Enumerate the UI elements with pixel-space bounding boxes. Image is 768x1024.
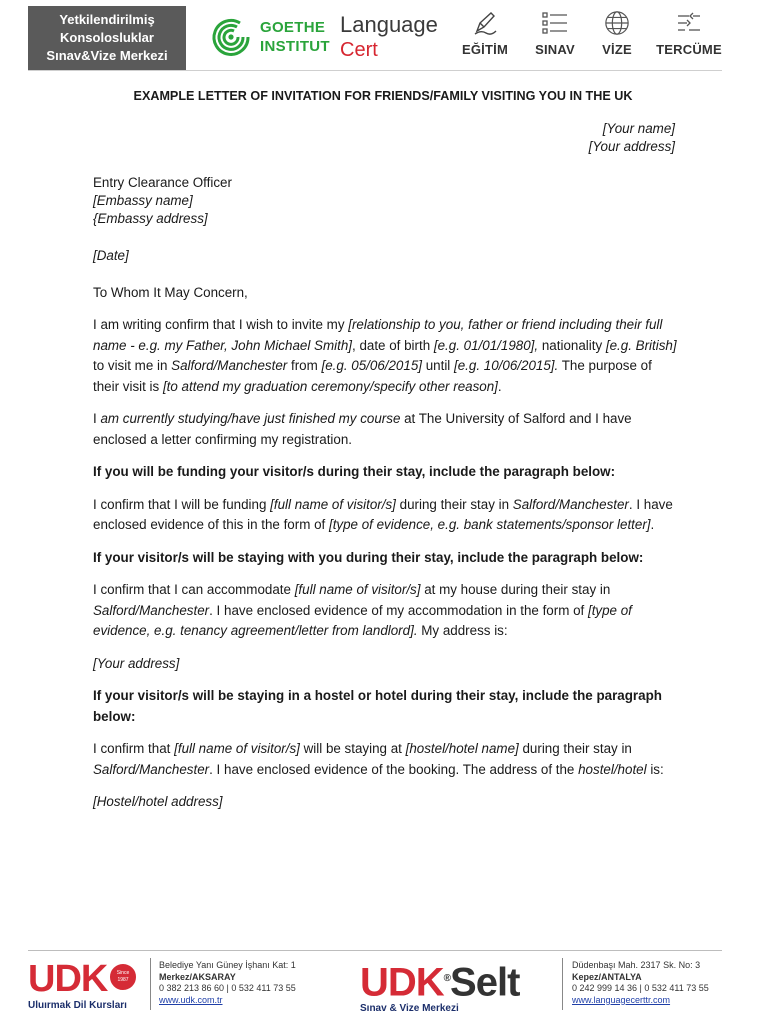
text: . [497,378,502,394]
sender-name: [Your name] [602,121,675,136]
nav-tercume[interactable] [654,10,724,66]
right-phone: 0 242 999 14 36 | 0 532 411 73 55 [572,983,709,993]
salutation: To Whom It May Concern, [93,284,248,300]
nav-egitim[interactable] [450,10,520,66]
placeholder-evidence: [type of evidence, e.g. bank statements/sponsor letter] [328,517,651,532]
pen-icon [472,10,498,36]
paragraph-staying [93,580,677,642]
text: during their stay in [518,741,632,756]
text: to visit me in [93,358,172,373]
placeholder-hotel-name: [hostel/hotel name] [405,741,519,756]
header-divider [28,70,722,71]
text: . I have enclosed evidence of the booking. The address of the [209,761,579,777]
udk-wordmark: UDK [28,958,108,1000]
placeholder-until-date: [e.g. 10/06/2015]. [454,358,559,373]
text: I am writing confirm that I wish to invite my [93,317,349,332]
text: . [650,517,655,532]
udk-seal-line-1: Since [116,970,130,976]
left-phone: 0 382 213 86 60 | 0 532 411 73 55 [159,983,296,993]
nav-egitim-label: EĞİTİM [462,42,508,57]
udk-selt-dark-word: Selt [450,960,520,1005]
text: I confirm that [93,741,175,756]
text: will be staying at [299,741,406,756]
text: The purpose of their visit is [93,358,652,394]
goethe-line-2: INSTITUT [260,38,330,55]
language-cert-line-2: Cert [340,39,378,61]
udk-seal-icon [108,962,138,992]
placeholder-purpose: [to attend my graduation ceremony/specify other reason] [162,378,498,394]
text: during their stay in [395,496,513,512]
placeholder-hostel-address: [Hostel/hotel address] [93,794,223,809]
paragraph-hostel [93,739,677,780]
goethe-institut-logo[interactable] [210,16,330,58]
text: My address is: [417,623,508,638]
text: , date of birth [352,337,434,353]
brand-line-1: Yetkilendirilmiş [59,12,155,27]
placeholder-from-date: [e.g. 05/06/2015] [321,358,422,373]
recipient-block [93,174,677,228]
nav-vize[interactable] [582,10,652,66]
heading-funding: If you will be funding your visitor/s during their stay, include the paragraph below: [93,464,616,479]
globe-icon [603,10,631,36]
placeholder-nationality: [e.g. British] [605,337,677,353]
list-icon [541,10,569,36]
heading-hostel: If your visitor/s will be staying in a hostel or hotel during their stay, include the paragraph below: [93,688,662,724]
placeholder-course-status: am currently studying/have just finished my course [100,411,401,426]
footer-separator [562,958,563,1010]
placeholder-your-address: [Your address] [93,655,180,671]
recipient-embassy-name: [Embassy name] [93,193,193,208]
placeholder-city: Salford/Manchester [93,602,210,618]
language-cert-logo[interactable] [340,12,450,62]
text: until [422,358,455,373]
udk-selt-subtitle: Sınav & Vize Merkezi [360,1003,459,1015]
placeholder-city: Salford/Manchester [171,358,288,373]
heading-staying: If your visitor/s will be staying with you during their stay, include the paragraph below: [93,549,644,565]
udk-logo[interactable] [28,958,138,1020]
paragraph-invitation [93,315,677,397]
udk-selt-red-word: UDK [360,960,444,1005]
recipient-embassy-address: {Embassy address] [93,211,208,226]
recipient-officer: Entry Clearance Officer [93,175,232,190]
nav-tercume-label: TERCÜME [656,42,722,57]
goethe-line-1: GOETHE [260,19,326,36]
placeholder-visitor-name: [full name of visitor/s] [270,496,396,512]
brand-line-2: Konsolosluklar [60,30,154,45]
nav-vize-label: VİZE [602,42,632,57]
nav-sinav-label: SINAV [535,42,575,57]
registered-mark: ® [443,973,451,984]
sender-address: [Your address] [588,139,675,154]
letter-body [93,86,677,813]
placeholder-hostel-hotel: hostel/hotel [578,761,647,777]
text: at The University of Salford and I have enclosed a letter confirming my registration. [93,411,632,447]
udk-subtitle: Uluırmak Dil Kursları [28,1000,127,1011]
placeholder-visitor-name: [full name of visitor/s] [174,741,300,756]
placeholder-visitor-name: [full name of visitor/s] [294,582,421,597]
site-header [0,0,768,80]
letter-title: EXAMPLE LETTER OF INVITATION FOR FRIENDS/FAMILY VISITING YOU IN THE UK [133,89,633,103]
text: . I have enclosed evidence of this in the form of [93,496,673,532]
language-cert-line-1: Language [340,12,438,37]
placeholder-relationship: [relationship to you, father or friend including their full name - e.g. my Father, John Michael Smith] [93,317,663,353]
left-address-line-2: Merkez/AKSARAY [159,971,236,982]
goethe-arc-icon [210,16,254,58]
text: at my house during their stay in [420,582,611,597]
text: . I have enclosed evidence of my accommodation in the form of [209,602,588,618]
text: I confirm that I will be funding [93,496,271,512]
translate-icon [675,10,703,36]
right-website-link[interactable]: www.languagecerttr.com [572,994,671,1005]
left-website-link[interactable]: www.udk.com.tr [159,994,223,1005]
nav-sinav[interactable] [520,10,590,66]
udk-seal-line-2: 1987 [117,977,129,983]
left-address [159,960,296,1006]
left-address-line-1: Belediye Yanı Güney İşhanı Kat: 1 [159,960,296,970]
brand-logo-box[interactable] [28,6,186,70]
udk-selt-logo[interactable] [360,958,550,1020]
paragraph-funding [93,495,677,536]
brand-line-3: Sınav&Vize Merkezi [46,48,168,63]
text: I [93,411,101,426]
footer-separator [150,958,151,1010]
placeholder-city: Salford/Manchester [93,761,210,777]
placeholder-dob: [e.g. 01/01/1980], [433,337,539,353]
text: from [287,358,322,373]
paragraph-studying [93,409,677,450]
placeholder-evidence: [type of evidence, e.g. tenancy agreement/letter from landlord]. [93,602,632,638]
letter-date: [Date] [93,248,129,263]
text: I confirm that I can accommodate [93,582,295,597]
right-address [572,960,709,1006]
placeholder-city: Salford/Manchester [512,496,629,512]
right-address-line-2: Kepez/ANTALYA [572,971,642,982]
footer-divider [28,950,722,951]
site-footer [0,944,768,1024]
text: nationality [538,337,606,353]
right-address-line-1: Düdenbaşı Mah. 2317 Sk. No: 3 [572,960,701,970]
text: is: [646,761,664,777]
